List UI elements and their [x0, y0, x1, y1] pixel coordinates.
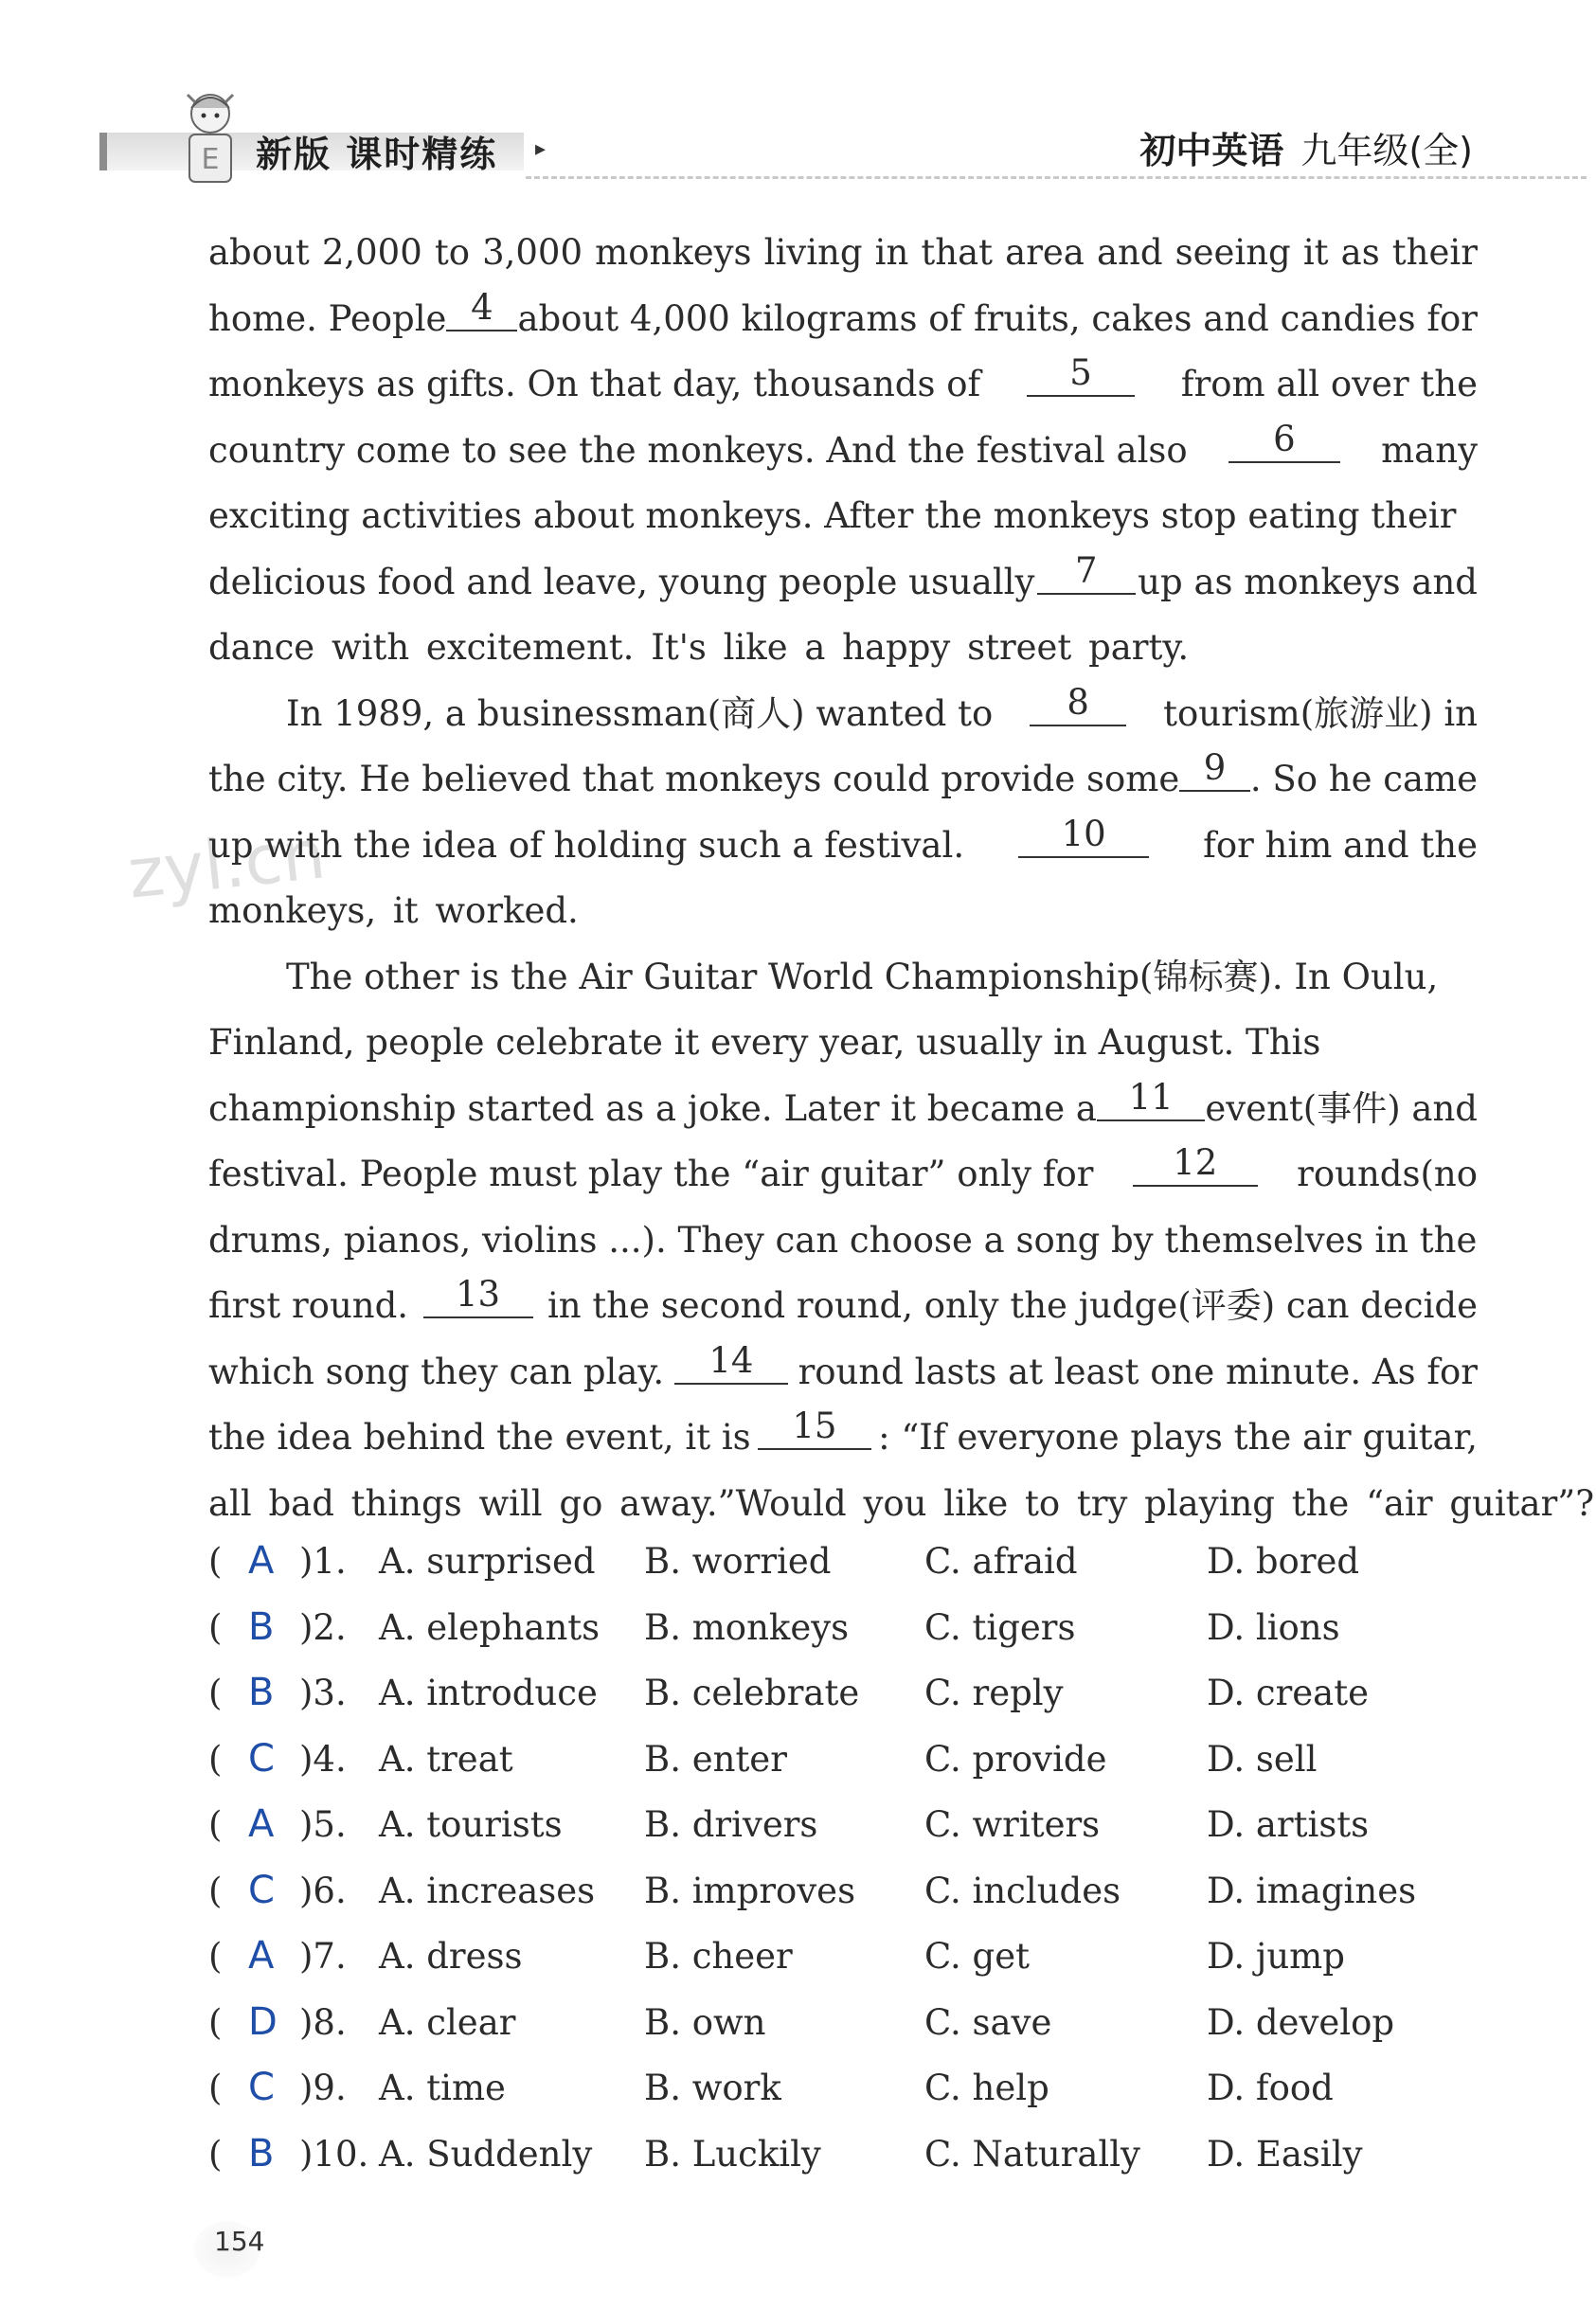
option-b: B. improves — [644, 1870, 856, 1911]
word: 2,000 — [321, 232, 422, 273]
text-segment: round lasts at least one minute. As for — [798, 1351, 1478, 1392]
option-c: C. writers — [924, 1804, 1101, 1845]
text-segment: country come to see the monkeys. And the festival also — [208, 429, 1188, 471]
option-c: C. afraid — [924, 1541, 1078, 1582]
passage-line — [208, 549, 1478, 616]
text-segment: dance with excitement. It's like a happy street party. — [208, 627, 1190, 668]
question-list — [208, 1529, 1497, 2187]
passage-line — [208, 351, 1478, 418]
option-d: D. create — [1207, 1673, 1369, 1713]
question-number: )4. — [299, 1738, 347, 1780]
word: it — [1302, 232, 1329, 273]
option-a: A. clear — [379, 2001, 516, 2043]
series-brand: 新版 课时精练 — [256, 134, 498, 175]
blank-5: 5 — [1027, 351, 1135, 397]
paren-open: ( — [208, 1804, 223, 1845]
text-segment: the city. He believed that monkeys could provide some — [208, 759, 1180, 799]
header-divider — [526, 176, 1587, 179]
option-c: C. provide — [924, 1738, 1107, 1780]
option-c: C. get — [924, 1936, 1030, 1977]
text-segment: up as monkeys and — [1138, 561, 1478, 602]
option-b: B. worried — [644, 1541, 832, 1582]
passage-line — [208, 1339, 1478, 1406]
text-segment: championship started as a joke. Later it became a — [208, 1087, 1097, 1129]
passage-line — [208, 615, 1478, 681]
passage-line — [208, 1141, 1478, 1208]
blank-15: 15 — [758, 1405, 871, 1450]
option-b: B. enter — [644, 1738, 787, 1780]
word: living — [763, 232, 863, 273]
option-a: A. dress — [379, 1936, 523, 1977]
passage-line — [208, 944, 1478, 1011]
text-segment: for him and the — [1203, 824, 1478, 866]
question-row — [208, 2122, 1497, 2188]
question-row — [208, 1529, 1497, 1595]
subject-title — [1139, 121, 1473, 173]
passage-line — [208, 1208, 1478, 1274]
answer-mark: C — [248, 1868, 275, 1912]
blank-8: 8 — [1030, 681, 1126, 726]
blank-4: 4 — [446, 286, 517, 331]
cartoon-mascot-icon — [152, 85, 265, 189]
blank-10: 10 — [1018, 813, 1149, 858]
option-b: B. celebrate — [644, 1673, 860, 1713]
text-segment: the idea behind the event, it is — [208, 1417, 751, 1458]
option-a: A. tourists — [379, 1804, 563, 1845]
question-row — [208, 2055, 1497, 2122]
page-number: 154 — [214, 2226, 265, 2257]
option-b: B. monkeys — [644, 1606, 850, 1648]
cloze-passage — [208, 220, 1595, 1536]
paren-open: ( — [208, 1673, 223, 1713]
text-segment: event(事件) and — [1205, 1087, 1478, 1129]
answer-mark: A — [248, 1934, 275, 1978]
question-row — [208, 1660, 1497, 1727]
text-segment: festival. People must play the “air guitar” only for — [208, 1154, 1094, 1194]
paren-open: ( — [208, 1738, 223, 1780]
word: about — [208, 232, 310, 273]
text-segment: in the second round, only the judge(评委) can decide — [547, 1285, 1478, 1326]
question-row — [208, 1990, 1497, 2056]
question-number: )1. — [299, 1541, 347, 1582]
answer-mark: D — [248, 1999, 278, 2044]
text-segment: up with the idea of holding such a festival. — [208, 824, 965, 866]
option-a: A. Suddenly — [379, 2133, 593, 2175]
option-c: C. save — [924, 2001, 1052, 2043]
option-c: C. reply — [924, 1673, 1064, 1713]
word: that — [921, 232, 994, 273]
answer-mark: B — [248, 1604, 275, 1649]
text-segment: about 4,000 kilograms of fruits, cakes and candies for — [517, 297, 1478, 339]
option-b: B. own — [644, 2001, 766, 2043]
passage-line — [208, 286, 1478, 352]
page-header — [0, 0, 1596, 199]
svg-text:E: E — [201, 143, 220, 176]
passage-line — [208, 483, 1478, 549]
text-segment: exciting activities about monkeys. After the monkeys stop eating their — [208, 495, 1457, 536]
paren-open: ( — [208, 2068, 223, 2108]
blank-14: 14 — [674, 1339, 788, 1385]
option-b: B. Luckily — [644, 2133, 821, 2175]
text-segment: all bad things will go away.”Would you like to try playing the “air guitar”? — [208, 1482, 1595, 1524]
text-segment: many — [1381, 429, 1478, 471]
text-segment: . So he came — [1249, 759, 1478, 799]
passage-line — [208, 1405, 1478, 1471]
question-number: )2. — [299, 1606, 347, 1648]
grade-label: 九年级(全) — [1300, 130, 1473, 171]
blank-12: 12 — [1133, 1141, 1258, 1187]
paren-open: ( — [208, 2133, 223, 2175]
option-a: A. elephants — [379, 1606, 601, 1648]
word: their — [1391, 232, 1478, 273]
question-row — [208, 1595, 1497, 1661]
question-row — [208, 1924, 1497, 1990]
question-number: )6. — [299, 1870, 347, 1911]
option-c: C. includes — [924, 1870, 1121, 1911]
blank-9: 9 — [1179, 746, 1250, 792]
word: monkeys — [595, 232, 752, 273]
answer-mark: B — [248, 2131, 275, 2176]
option-d: D. lions — [1207, 1606, 1340, 1648]
text-segment: drums, pianos, violins ...). They can choose a song by themselves in the — [208, 1219, 1478, 1261]
option-c: C. Naturally — [924, 2133, 1140, 2175]
option-c: C. help — [924, 2068, 1049, 2108]
option-a: A. introduce — [379, 1673, 598, 1713]
paren-open: ( — [208, 2001, 223, 2043]
answer-mark: A — [248, 1539, 275, 1583]
text-segment: : “If everyone plays the air guitar, — [878, 1417, 1478, 1458]
text-segment: monkeys as gifts. On that day, thousands of — [208, 364, 981, 404]
paren-open: ( — [208, 1936, 223, 1977]
option-d: D. jump — [1207, 1936, 1345, 1977]
passage-line — [208, 1010, 1478, 1076]
option-b: B. drivers — [644, 1804, 818, 1845]
option-b: B. cheer — [644, 1936, 793, 1977]
question-row — [208, 1792, 1497, 1858]
passage-line — [208, 813, 1478, 879]
blank-13: 13 — [423, 1273, 533, 1318]
passage-line — [208, 746, 1478, 813]
option-d: D. develop — [1207, 2001, 1395, 2043]
option-d: D. bored — [1207, 1541, 1360, 1582]
passage-line — [208, 1273, 1478, 1339]
question-row — [208, 1727, 1497, 1793]
text-segment: monkeys, it worked. — [208, 890, 579, 931]
question-number: )5. — [299, 1804, 347, 1845]
question-number: )9. — [299, 2068, 347, 2108]
paren-open: ( — [208, 1870, 223, 1911]
text-segment: Finland, people celebrate it every year, usually in August. This — [208, 1022, 1321, 1063]
option-d: D. imagines — [1207, 1870, 1417, 1911]
option-a: A. surprised — [379, 1541, 596, 1582]
blank-6: 6 — [1228, 418, 1340, 463]
passage-line — [208, 418, 1478, 484]
option-a: A. treat — [379, 1738, 513, 1780]
subject-name: 初中英语 — [1139, 130, 1284, 171]
option-d: D. sell — [1207, 1738, 1318, 1780]
question-row — [208, 1858, 1497, 1925]
text-segment: In 1989, a businessman(商人) wanted to — [286, 692, 994, 734]
blank-11: 11 — [1097, 1076, 1205, 1121]
paren-open: ( — [208, 1606, 223, 1648]
blank-7: 7 — [1037, 549, 1136, 595]
question-number: )10. — [299, 2133, 369, 2175]
text-segment: The other is the Air Guitar World Championship(锦标赛). In Oulu, — [286, 956, 1439, 997]
option-a: A. time — [379, 2068, 506, 2108]
passage-line — [208, 220, 1478, 286]
option-a: A. increases — [379, 1870, 596, 1911]
paren-open: ( — [208, 1541, 223, 1582]
word: as — [1340, 232, 1380, 273]
question-number: )7. — [299, 1936, 347, 1977]
text-segment: from all over the — [1180, 364, 1478, 404]
text-segment: which song they can play. — [208, 1351, 665, 1392]
word: and — [1096, 232, 1163, 273]
option-d: D. artists — [1207, 1804, 1370, 1845]
triangle-right-icon: ▸ — [535, 137, 547, 161]
word: in — [874, 232, 909, 273]
option-b: B. work — [644, 2068, 781, 2108]
option-c: C. tigers — [924, 1606, 1076, 1648]
text-segment: tourism(旅游业) in — [1163, 692, 1478, 734]
word: to — [434, 232, 470, 273]
option-d: D. food — [1207, 2068, 1334, 2108]
answer-mark: B — [248, 1671, 275, 1714]
text-segment: delicious food and leave, young people usually — [208, 561, 1035, 602]
watermark: zyl.cn — [124, 814, 330, 914]
word: 3,000 — [482, 232, 583, 273]
answer-mark: C — [248, 2066, 275, 2109]
answer-mark: C — [248, 1736, 275, 1781]
answer-mark: A — [248, 1802, 275, 1846]
question-number: )8. — [299, 2001, 347, 2043]
text-segment: rounds(no — [1297, 1154, 1478, 1194]
word: area — [1005, 232, 1085, 273]
passage-line — [208, 1471, 1595, 1537]
word: seeing — [1175, 232, 1291, 273]
question-number: )3. — [299, 1673, 347, 1713]
option-d: D. Easily — [1207, 2133, 1363, 2175]
passage-line — [208, 878, 1478, 944]
passage-line — [208, 1076, 1478, 1142]
passage-line — [208, 681, 1478, 747]
text-segment: home. People — [208, 297, 447, 339]
text-segment: first round. — [208, 1285, 409, 1326]
